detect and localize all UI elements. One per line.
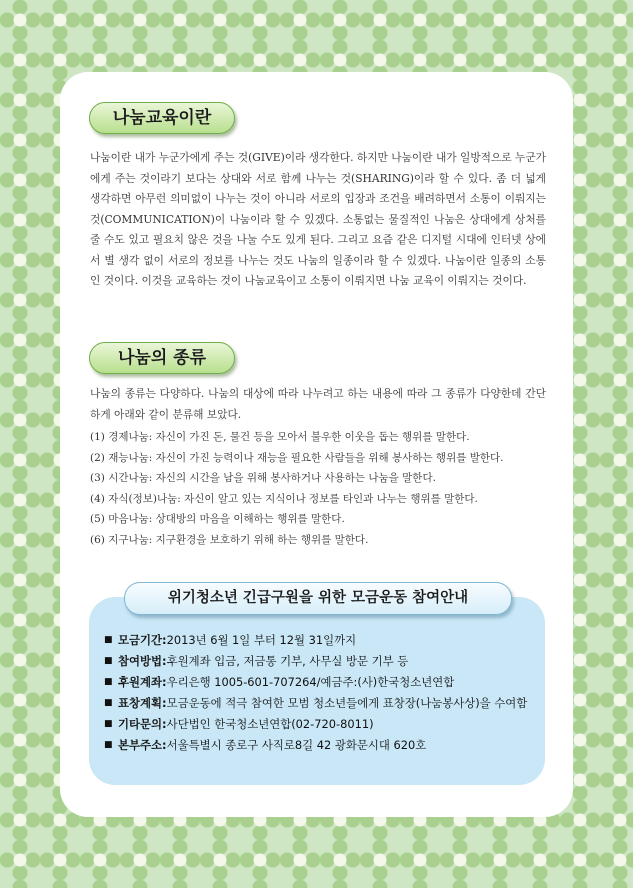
info-label: 본부주소: (118, 738, 167, 752)
info-label: 참여방법: (118, 654, 167, 668)
info-value: 사단법인 한국청소년연합(02-720-8011) (166, 717, 374, 731)
info-label: 기타문의: (118, 717, 167, 731)
info-item-account (104, 672, 534, 693)
list-item: (1) 경제나눔: 자신이 가진 돈, 물건 등을 모아서 불우한 이웃을 돕는 행위를 말한다. (90, 431, 470, 443)
sharing-education-paragraph: 나눔이란 내가 누군가에게 주는 것(GIVE)이라 생각한다. 하지만 나눔이란 내가 일방적으로 누군가에게 주는 것이라기 보다는 상대와 서로 함께 나누는 것(SHARING)이라 할 수 있다. 좀 더 넓게 생각하면 아무런 의미없이 나누는 것이 아니라 서로의 입장과 조건을 배려하면서 소통이 이뤄지는 것(COMMUNICATION)이 나눔이라 할 수 있겠다. 소통없는 물질적인 나눔은 상대에게 상처를 줄 수도 있고 필요치 않은 것을 나눌 수도 있게 된다. 그리고 요즘 같은 디지털 시대에 인터넷 상에서 별 생각 없이 서로의 정보를 나누는 것도 나눔의 일종이라 할 수 있겠다. 나눔이란 일종의 소통인 것이다. 이것을 교육하는 것이 나눔교육이고 소통이 이뤄지면 나눔 교육이 이뤄지는 것이다. (90, 151, 546, 287)
list-item: (2) 재능나눔: 자신이 가진 능력이나 재능을 필요한 사람들을 위해 봉사하는 행위를 발한다. (90, 451, 504, 464)
fundraising-info-list (104, 630, 534, 756)
sharing-types-list (90, 427, 550, 550)
square-bullet-icon: ■ (104, 656, 113, 666)
info-value: 우리은행 1005-601-707264/예금주:(사)한국청소년연합 (166, 675, 455, 689)
list-item: (5) 마음나눔: 상대방의 마음을 이해하는 행위를 말한다. (90, 513, 345, 525)
info-value: 서울특별시 종로구 사직로8길 42 광화문시대 620호 (166, 738, 427, 752)
info-item-address (104, 735, 534, 756)
info-item-period (104, 630, 534, 651)
info-item-contact (104, 714, 534, 735)
square-bullet-icon: ■ (104, 677, 113, 687)
info-label: 표창계획: (118, 696, 167, 710)
info-item-method (104, 651, 534, 672)
info-item-award (104, 693, 534, 714)
info-value: 모금운동에 적극 참여한 모범 청소년들에게 표창장(나눔봉사상)을 수여함 (166, 696, 528, 710)
list-item: (6) 지구나눔: 지구환경을 보호하기 위해 하는 행위를 말한다. (90, 533, 369, 546)
info-label: 모금기간: (118, 633, 167, 647)
square-bullet-icon: ■ (104, 635, 113, 645)
square-bullet-icon: ■ (104, 698, 113, 708)
fundraising-info-title: 위기청소년 긴급구원을 위한 모금운동 참여안내 (124, 582, 512, 615)
section-title-sharing-education: 나눔교육이란 (89, 102, 235, 134)
info-value: 2013년 6월 1일 부터 12월 31일까지 (166, 633, 357, 647)
section-title-sharing-types: 나눔의 종류 (89, 342, 235, 374)
list-item: (3) 시간나눔: 자신의 시간을 남을 위해 봉사하거나 사용하는 나눔을 말한다. (90, 472, 436, 484)
info-label: 후원계좌: (118, 675, 167, 689)
sharing-types-intro: 나눔의 종류는 다양하다. 나눔의 대상에 따라 나누려고 하는 내용에 따라 그 종류가 다양한데 간단하게 아래와 같이 분류해 보았다. (90, 387, 546, 421)
info-value: 후원계좌 입금, 저금통 기부, 사무실 방문 기부 등 (166, 654, 409, 668)
square-bullet-icon: ■ (104, 719, 113, 729)
list-item: (4) 자식(정보)나눔: 자신이 알고 있는 지식이나 정보를 타인과 나누는 행위를 말한다. (90, 492, 478, 505)
content-card (60, 72, 573, 817)
fundraising-info-box (89, 590, 545, 785)
square-bullet-icon: ■ (104, 740, 113, 750)
